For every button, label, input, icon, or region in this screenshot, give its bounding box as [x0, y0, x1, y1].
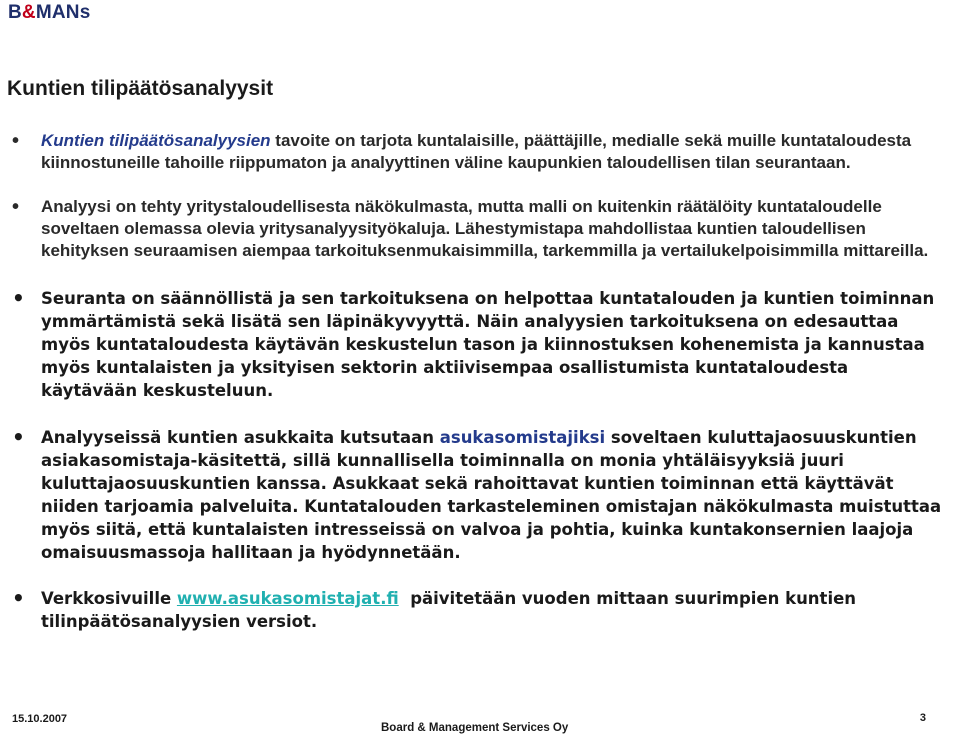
page-title: Kuntien tilipäätösanalyysit: [7, 77, 274, 100]
bullet-item-resident-owners: [0, 426, 960, 564]
bullet-text: Seuranta on säännöllistä ja sen tarkoituksena on helpottaa kuntatalouden ja kuntien toiminnan ymmärtämistä sekä lisätä sen läpinäkyvyyttä. Näin analyysien tarkoituksena on edesauttaa myös kuntataloudesta käytävän keskustelun tason ja kiinnostuksen kohenemista ja kannustaa myös kuntalaisten ja yksityisen sektorin aktiivisempaa osallistumista kuntataloudesta käytävään keskusteluun.: [41, 289, 935, 400]
bullet-item-analysis: [0, 196, 960, 262]
bullet-text-after: päivitetään vuoden mittaan suurimpien kuntien tilinpäätösanalyysien versiot.: [41, 589, 862, 631]
website-link[interactable]: www.asukasomistajat.fi: [176, 589, 399, 608]
bullet-text-before: Verkkosivuille: [41, 589, 177, 608]
bullet-dot-icon: •: [12, 586, 25, 610]
bullet-lead-text: Kuntien tilipäätösanalyysien: [41, 131, 271, 150]
bullet-highlight-term: asukasomistajiksi: [439, 428, 606, 447]
bullet-text: Analyysi on tehty yritystaloudellisesta näkökulmasta, mutta malli on kuitenkin räätälöity kuntataloudelle soveltaen olemassa olevia yritysanalyysityökaluja. Lähestymistapa mahdollistaa kuntien taloudellisen kehityksen seuraamisen aiempaa tarkoituksenmukaisimmilla, tarkemmilla ja vertailukelpoisimmilla mittareilla.: [41, 197, 929, 260]
bullet-item-purpose: [0, 130, 960, 174]
bullet-item-monitoring: [0, 287, 960, 402]
logo-text-mans: MANs: [35, 2, 91, 23]
bullet-dot-icon: •: [12, 130, 20, 152]
bullet-text: tavoite on tarjota kuntalaisille, päättäjille, medialle sekä muille kuntataloudesta kiinnostuneille tahoille riippumaton ja analyyttinen väline kaupunkien taloudellisen tilan seurantaan.: [41, 131, 912, 172]
bullet-dot-icon: •: [12, 286, 25, 310]
bullet-list: [0, 130, 960, 633]
logo-ampersand: &: [21, 2, 36, 23]
footer-company: Board & Management Services Oy: [381, 722, 569, 734]
page-number: 3: [919, 712, 926, 724]
bullet-dot-icon: •: [12, 425, 25, 449]
bullet-dot-icon: •: [12, 196, 20, 218]
company-logo: [8, 2, 90, 24]
bullet-text-before: Analyyseissä kuntien asukkaita kutsutaan: [41, 428, 440, 447]
logo-text-b: B: [8, 2, 22, 23]
bullet-item-website: [0, 587, 960, 633]
footer-date: 15.10.2007: [12, 713, 68, 725]
bullet-text-after: soveltaen kuluttajaosuuskuntien asiakasomistaja-käsitettä, sillä kunnallisella toiminnalla on monia yhtäläisyyksiä juuri kuluttajaosuuskuntien kanssa. Asukkaat sekä rahoittavat kuntien toiminnan että käyttävät niiden tarjoamia palveluita. Kuntatalouden tarkasteleminen omistajan näkökulmasta muistuttaa myös siitä, että kuntalaisten intresseissä on valvoa ja pohtia, kuinka kuntakonsernien laajoja omaisuusmassoja hallitaan ja hyödynnetään.: [41, 428, 942, 562]
